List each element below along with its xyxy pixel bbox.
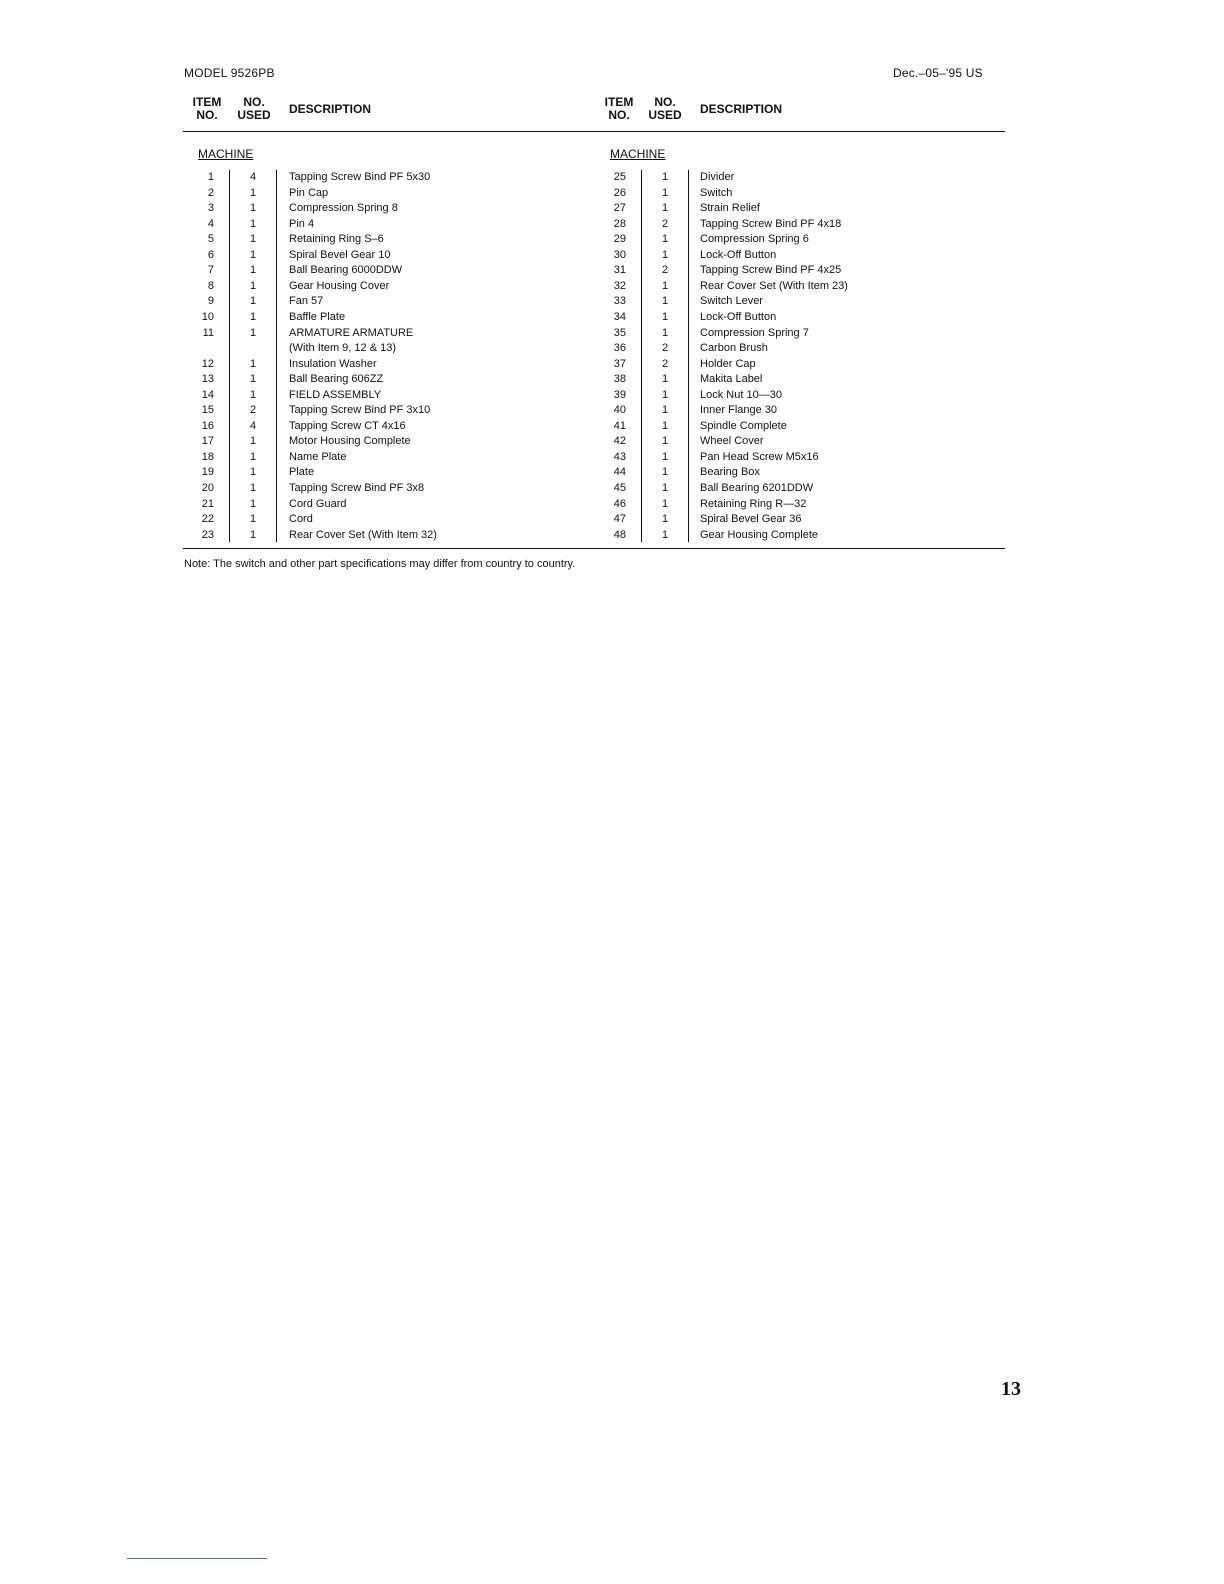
- item-number: 40: [613, 404, 626, 417]
- part-description: Carbon Brush: [700, 342, 768, 355]
- quantity-used: 1: [661, 186, 669, 199]
- item-number: 6: [207, 248, 214, 261]
- part-description: Lock-Off Button: [700, 248, 777, 261]
- quantity-used: 1: [249, 528, 257, 541]
- part-description: Motor Housing Complete: [289, 435, 411, 448]
- item-number: 4: [207, 217, 214, 230]
- item-number: 12: [201, 357, 214, 370]
- item-number: 30: [613, 248, 626, 261]
- item-number: 43: [613, 450, 626, 463]
- quantity-used: 1: [661, 528, 669, 541]
- item-number: 34: [613, 310, 626, 323]
- item-number: 19: [201, 466, 214, 479]
- quantity-used: 1: [661, 310, 669, 323]
- bottom-rule: [127, 1558, 267, 1559]
- quantity-used: 1: [249, 202, 257, 215]
- part-description: Tapping Screw Bind PF 3x10: [289, 404, 431, 417]
- part-description: Rear Cover Set (With Item 23): [700, 279, 848, 292]
- part-description: Cord Guard: [289, 497, 347, 510]
- left-section-label: MACHINE: [198, 147, 254, 161]
- part-description: Tapping Screw Bind PF 4x18: [700, 217, 842, 230]
- item-no-header: [601, 96, 637, 122]
- quantity-used: 1: [661, 419, 669, 432]
- quantity-used: 2: [661, 357, 669, 370]
- no-used-header: [234, 96, 274, 122]
- quantity-used: 1: [249, 264, 257, 277]
- part-description: Tapping Screw CT 4x16: [289, 419, 406, 432]
- part-description: Cord: [289, 513, 313, 526]
- description-header: DESCRIPTION: [289, 102, 372, 116]
- part-description: Tapping Screw Bind PF 3x8: [289, 482, 425, 494]
- quantity-used: 1: [661, 513, 669, 526]
- part-description: Switch: [700, 186, 733, 199]
- used-header-line1: NO.: [654, 95, 676, 109]
- part-description: Tapping Screw Bind PF 5x30: [289, 171, 431, 183]
- no-used-header: [645, 96, 685, 122]
- quantity-used: 1: [249, 357, 257, 370]
- description-header: DESCRIPTION: [700, 102, 783, 116]
- quantity-used: 2: [661, 264, 669, 277]
- part-description: Fan 57: [289, 295, 324, 308]
- part-description: (With Item 9, 12 & 13): [289, 342, 396, 355]
- quantity-used: 1: [661, 435, 669, 448]
- quantity-used: 1: [249, 388, 257, 401]
- item-number: 1: [207, 171, 214, 183]
- right-section-label: MACHINE: [610, 147, 666, 161]
- part-description: Lock Nut 10—30: [700, 388, 782, 401]
- part-description: Tapping Screw Bind PF 4x25: [700, 264, 842, 277]
- part-description: Rear Cover Set (With Item 32): [289, 528, 437, 541]
- item-number: 27: [613, 202, 626, 215]
- quantity-used: 1: [249, 450, 257, 463]
- part-description: Compression Spring 8: [289, 202, 398, 215]
- right-column-divider-1: [641, 170, 642, 542]
- part-description: Pan Head Screw M5x16: [700, 450, 819, 463]
- part-description: Plate: [289, 466, 315, 479]
- quantity-used: 1: [661, 171, 669, 183]
- used-header-line1: NO.: [243, 95, 265, 109]
- part-description: Switch Lever: [700, 295, 763, 308]
- item-number: 37: [613, 357, 626, 370]
- item-number: 10: [201, 310, 214, 323]
- item-number: 28: [613, 217, 626, 230]
- part-description: ARMATURE ARMATURE: [289, 326, 414, 339]
- quantity-used: 1: [661, 388, 669, 401]
- item-number: 41: [613, 419, 626, 432]
- part-description: Spiral Bevel Gear 10: [289, 248, 391, 261]
- part-description: Ball Bearing 606ZZ: [289, 373, 384, 386]
- item-header-line2: NO.: [608, 108, 630, 122]
- footer-rule: [183, 548, 1005, 549]
- part-description: Spiral Bevel Gear 36: [700, 513, 802, 526]
- item-number: 15: [201, 404, 214, 417]
- part-description: Wheel Cover: [700, 435, 764, 448]
- item-number: 46: [613, 497, 626, 510]
- quantity-used: 1: [661, 279, 669, 292]
- item-number: 3: [207, 202, 214, 215]
- quantity-used: 4: [249, 171, 257, 183]
- part-description: Gear Housing Complete: [700, 528, 819, 541]
- quantity-used: 1: [249, 310, 257, 323]
- item-no-header: [189, 96, 225, 122]
- item-number: 18: [201, 450, 214, 463]
- document-date: Dec.–05–'95 US: [893, 66, 983, 80]
- page-number: 13: [1001, 1378, 1021, 1400]
- model-number: MODEL 9526PB: [184, 66, 275, 80]
- part-description: Divider: [700, 171, 735, 183]
- part-description: Lock-Off Button: [700, 310, 777, 323]
- item-number: 26: [613, 186, 626, 199]
- left-column-divider-1: [229, 170, 230, 542]
- item-number: 38: [613, 373, 626, 386]
- item-number: 16: [201, 419, 214, 432]
- quantity-used: 2: [661, 342, 669, 355]
- left-column-divider-2: [276, 170, 277, 542]
- item-number: 9: [207, 295, 214, 308]
- item-number: 13: [201, 373, 214, 386]
- quantity-used: 1: [661, 326, 669, 339]
- item-number: 36: [613, 342, 626, 355]
- part-description: Compression Spring 7: [700, 326, 809, 339]
- quantity-used: 2: [249, 404, 257, 417]
- part-description: Ball Bearing 6201DDW: [700, 482, 814, 494]
- part-description: Retaining Ring R—32: [700, 497, 807, 510]
- item-header-line1: ITEM: [192, 95, 222, 109]
- item-number: 32: [613, 279, 626, 292]
- item-number: 48: [613, 528, 626, 541]
- quantity-used: 1: [661, 202, 669, 215]
- quantity-used: 1: [661, 248, 669, 261]
- quantity-used: 1: [249, 497, 257, 510]
- quantity-used: 1: [249, 513, 257, 526]
- quantity-used: 1: [249, 186, 257, 199]
- part-description: Spindle Complete: [700, 419, 787, 432]
- quantity-used: 4: [249, 419, 257, 432]
- part-description: Bearing Box: [700, 466, 760, 479]
- item-header-line2: NO.: [196, 108, 218, 122]
- note-text: Note: The switch and other part specifications may differ from country to country.: [184, 558, 576, 570]
- item-number: 33: [613, 295, 626, 308]
- part-description: Compression Spring 6: [700, 233, 809, 246]
- item-header-line1: ITEM: [604, 95, 634, 109]
- item-number: 42: [613, 435, 626, 448]
- quantity-used: 1: [249, 295, 257, 308]
- quantity-used: 1: [661, 450, 669, 463]
- part-description: Pin 4: [289, 217, 315, 230]
- quantity-used: 1: [661, 466, 669, 479]
- part-description: Baffle Plate: [289, 310, 346, 323]
- item-number: 45: [613, 482, 626, 494]
- part-description: Inner Flange 30: [700, 404, 778, 417]
- quantity-used: 1: [661, 295, 669, 308]
- item-number: 31: [613, 264, 626, 277]
- part-description: Gear Housing Cover: [289, 279, 390, 292]
- item-number: 2: [207, 186, 214, 199]
- quantity-used: 1: [661, 233, 669, 246]
- quantity-used: 1: [249, 233, 257, 246]
- quantity-used: 1: [249, 373, 257, 386]
- part-description: Holder Cap: [700, 357, 756, 370]
- item-number: 22: [201, 513, 214, 526]
- item-number: 20: [201, 482, 214, 494]
- quantity-used: 1: [249, 326, 257, 339]
- item-number: 47: [613, 513, 626, 526]
- item-number: 8: [207, 279, 214, 292]
- used-header-line2: USED: [648, 108, 682, 122]
- quantity-used: 1: [661, 482, 669, 494]
- quantity-used: 1: [249, 466, 257, 479]
- header-rule: [183, 131, 1005, 132]
- part-description: Strain Relief: [700, 202, 760, 215]
- quantity-used: 1: [249, 482, 257, 494]
- item-number: 39: [613, 388, 626, 401]
- item-number: 11: [202, 326, 214, 339]
- item-number: 29: [613, 233, 626, 246]
- quantity-used: 1: [249, 435, 257, 448]
- item-number: 44: [613, 466, 626, 479]
- part-description: Name Plate: [289, 450, 347, 463]
- item-number: 25: [613, 171, 626, 183]
- part-description: Retaining Ring S–6: [289, 233, 384, 246]
- used-header-line2: USED: [237, 108, 271, 122]
- quantity-used: 1: [661, 404, 669, 417]
- part-description: Insulation Washer: [289, 357, 377, 370]
- part-description: Pin Cap: [289, 186, 329, 199]
- quantity-used: 1: [249, 217, 257, 230]
- item-number: 14: [201, 388, 214, 401]
- quantity-used: 1: [249, 279, 257, 292]
- quantity-used: 1: [661, 373, 669, 386]
- item-number: 35: [613, 326, 626, 339]
- quantity-used: 1: [249, 248, 257, 261]
- item-number: 17: [201, 435, 214, 448]
- item-number: 23: [201, 528, 214, 541]
- right-column-divider-2: [688, 170, 689, 542]
- item-number: 5: [207, 233, 214, 246]
- quantity-used: 2: [661, 217, 669, 230]
- part-description: Ball Bearing 6000DDW: [289, 264, 403, 277]
- part-description: FIELD ASSEMBLY: [289, 388, 382, 401]
- item-number: 21: [201, 497, 214, 510]
- part-description: Makita Label: [700, 373, 763, 386]
- item-number: 7: [207, 264, 214, 277]
- quantity-used: 1: [661, 497, 669, 510]
